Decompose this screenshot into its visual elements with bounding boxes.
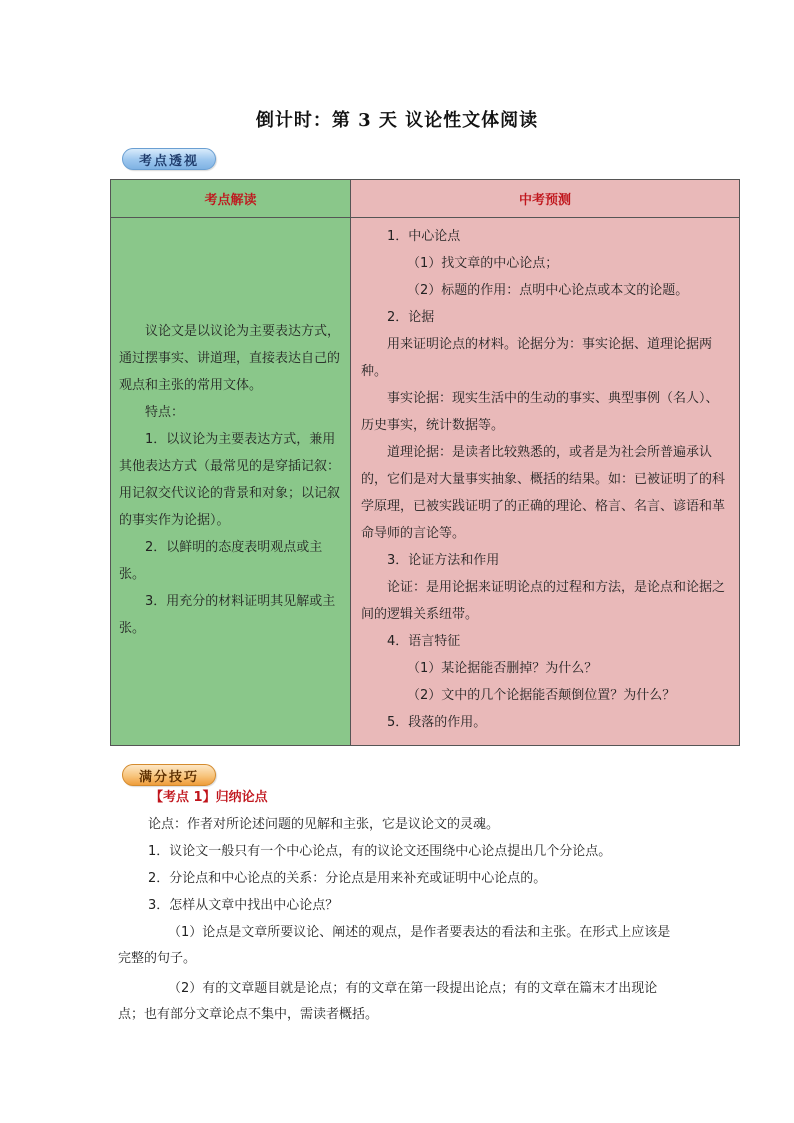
left-para: 特点： bbox=[145, 405, 185, 420]
jiqiao-badge: 满分技巧 bbox=[122, 764, 216, 786]
left-header: 考点解读 bbox=[111, 180, 351, 218]
right-line: 3．论证方法和作用 bbox=[387, 553, 500, 568]
left-para: 3．用充分的材料证明其见解或主张。 bbox=[119, 594, 336, 636]
right-header: 中考预测 bbox=[351, 180, 739, 218]
left-para: 议论文是以议论为主要表达方式，通过摆事实、讲道理，直接表达自己的观点和主张的常用文体。 bbox=[119, 324, 341, 393]
right-line: 5．段落的作用。 bbox=[387, 715, 487, 730]
right-line: 道理论据：是读者比较熟悉的，或者是为社会所普遍承认的，它们是对大量事实抽象、概括的结果。如：已被证明了的科学原理，已被实践证明了的正确的理论、格言、名言、谚语和革命导师的言论等。 bbox=[361, 445, 726, 541]
right-line: 论证：是用论据来证明论点的过程和方法，是论点和论据之间的逻辑关系纽带。 bbox=[361, 580, 726, 622]
point-3-1: （1）论点是文章所要议论、阐述的观点，是作者要表达的看法和主张。在形式上应该是完整的句子。 bbox=[118, 925, 671, 966]
page-title: 倒计时：第 3 天 议论性文体阅读 bbox=[255, 110, 539, 131]
left-para: 1．以议论为主要表达方式，兼用其他表达方式（最常见的是穿插记叙：用记叙交代议论的背景和对象；以记叙的事实作为论据）。 bbox=[119, 432, 341, 528]
right-line: （2）标题的作用：点明中心论点或本文的论题。 bbox=[407, 283, 689, 298]
right-line: 事实论据：现实生活中的生动的事实、典型事例（名人）、历史事实，统计数据等。 bbox=[361, 391, 719, 433]
kaodian-heading: 【考点 1】归纳论点 bbox=[150, 790, 268, 805]
definition-text: 论点：作者对所论述问题的见解和主张，它是议论文的灵魂。 bbox=[148, 817, 500, 832]
kaodian-badge: 考点透视 bbox=[122, 148, 216, 170]
right-line: （1）找文章的中心论点； bbox=[407, 256, 559, 271]
right-line: 4．语言特征 bbox=[387, 634, 461, 649]
left-cell bbox=[111, 218, 351, 745]
point-3: 3．怎样从文章中找出中心论点？ bbox=[148, 898, 339, 913]
kaodian-table bbox=[110, 179, 740, 746]
point-2: 2．分论点和中心论点的关系：分论点是用来补充或证明中心论点的。 bbox=[148, 871, 547, 886]
right-line: （1）某论据能否删掉？为什么？ bbox=[407, 661, 598, 676]
point-1: 1．议论文一般只有一个中心论点，有的议论文还围绕中心论点提出几个分论点。 bbox=[148, 844, 612, 859]
right-cell bbox=[351, 218, 739, 745]
left-para: 2．以鲜明的态度表明观点或主张。 bbox=[119, 540, 323, 582]
right-line: 用来证明论点的材料。论据分为：事实论据、道理论据两种。 bbox=[361, 337, 713, 379]
right-line: 1．中心论点 bbox=[387, 229, 461, 244]
point-3-2: （2）有的文章题目就是论点；有的文章在第一段提出论点；有的文章在篇末才出现论点；也有部分文章论点不集中，需读者概括。 bbox=[118, 981, 658, 1022]
right-line: （2）文中的几个论据能否颠倒位置？为什么？ bbox=[407, 688, 676, 703]
right-line: 2．论据 bbox=[387, 310, 435, 325]
